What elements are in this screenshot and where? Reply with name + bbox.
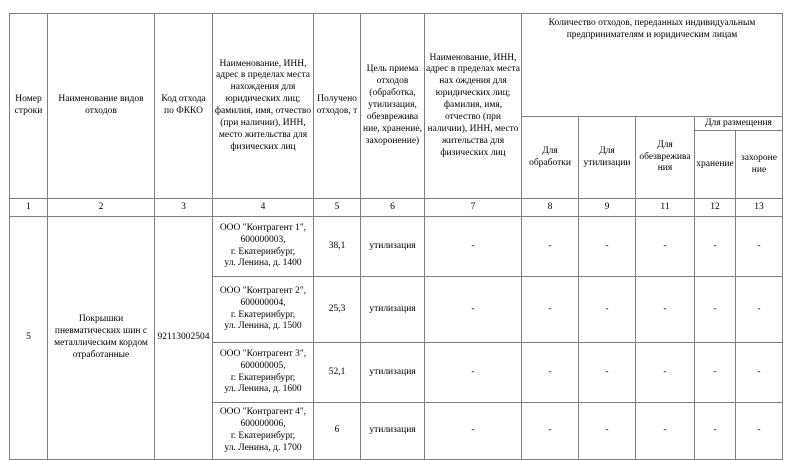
supplier-cell: ООО "Контрагент 4", 600000006, г. Екатеринбург, ул. Ленина, д. 1700 xyxy=(213,403,314,460)
recipient-cell: - xyxy=(425,277,522,343)
column-number: 2 xyxy=(48,199,155,217)
recipient-cell: - xyxy=(425,343,522,403)
storage-cell: - xyxy=(695,403,736,460)
header-received: Получено отходов, т xyxy=(314,14,361,199)
neutralization-cell: - xyxy=(636,343,695,403)
supplier-cell: ООО "Контрагент 1", 600000003, г. Екатеринбург, ул. Ленина, д. 1400 xyxy=(213,217,314,277)
header-for-processing: Для обработки xyxy=(522,117,579,199)
column-number: 5 xyxy=(314,199,361,217)
purpose-cell: утилизация xyxy=(361,277,425,343)
recipient-cell: - xyxy=(425,217,522,277)
utilization-cell: - xyxy=(579,343,636,403)
header-waste-name: Наименование видов отходов xyxy=(48,14,155,199)
burial-cell: - xyxy=(736,217,783,277)
utilization-cell: - xyxy=(579,277,636,343)
burial-cell: - xyxy=(736,277,783,343)
entry-row-number: 5 xyxy=(10,217,48,460)
burial-cell: - xyxy=(736,403,783,460)
column-number: 4 xyxy=(213,199,314,217)
neutralization-cell: - xyxy=(636,403,695,460)
column-number: 11 xyxy=(636,199,695,217)
header-burial: захороне ние xyxy=(736,131,783,199)
column-number: 3 xyxy=(155,199,213,217)
header-purpose: Цель приема отходов (обработка, утилизация, обезврежива ние, хранение, захоронение) xyxy=(361,14,425,199)
storage-cell: - xyxy=(695,217,736,277)
utilization-cell: - xyxy=(579,217,636,277)
processing-cell: - xyxy=(522,403,579,460)
processing-cell: - xyxy=(522,277,579,343)
received-cell: 25,3 xyxy=(314,277,361,343)
burial-cell: - xyxy=(736,343,783,403)
processing-cell: - xyxy=(522,217,579,277)
storage-cell: - xyxy=(695,277,736,343)
header-recipient: Наименование, ИНН, адрес в пределах места нах ождения для юридических лиц; фамилия, имя, отчество (при наличии), ИНН, место жительства для физических лиц xyxy=(425,14,522,199)
storage-cell: - xyxy=(695,343,736,403)
column-number: 8 xyxy=(522,199,579,217)
column-number: 1 xyxy=(10,199,48,217)
purpose-cell: утилизация xyxy=(361,343,425,403)
column-number: 9 xyxy=(579,199,636,217)
received-cell: 38,1 xyxy=(314,217,361,277)
column-number: 13 xyxy=(736,199,783,217)
neutralization-cell: - xyxy=(636,217,695,277)
purpose-cell: утилизация xyxy=(361,403,425,460)
received-cell: 52,1 xyxy=(314,343,361,403)
supplier-cell: ООО "Контрагент 3", 600000005, г. Екатеринбург, ул. Ленина, д. 1600 xyxy=(213,343,314,403)
column-number: 7 xyxy=(425,199,522,217)
header-transferred: Количество отходов, переданных индивидуальным предпринимателям и юридическим лицам xyxy=(522,14,783,117)
supplier-cell: ООО "Контрагент 2", 600000004, г. Екатеринбург, ул. Ленина, д. 1500 xyxy=(213,277,314,343)
purpose-cell: утилизация xyxy=(361,217,425,277)
header-supplier: Наименование, ИНН, адрес в пределах места нахождения для юридических лиц; фамилия, имя, отчество (при наличии), ИНН, место жительства для физических лиц xyxy=(213,14,314,199)
neutralization-cell: - xyxy=(636,277,695,343)
column-number: 6 xyxy=(361,199,425,217)
utilization-cell: - xyxy=(579,403,636,460)
column-number: 12 xyxy=(695,199,736,217)
header-for-utilization: Для утилизации xyxy=(579,117,636,199)
table-row xyxy=(10,217,783,277)
waste-report-table xyxy=(9,13,783,460)
header-row-number: Номер строки xyxy=(10,14,48,199)
header-for-placement: Для размещения xyxy=(695,117,783,131)
header-storage: хранение xyxy=(695,131,736,199)
header-for-neutralization: Для обезврежива ния xyxy=(636,117,695,199)
entry-fkko-code: 92113002504 xyxy=(155,217,213,460)
header-fkko-code: Код отхода по ФККО xyxy=(155,14,213,199)
processing-cell: - xyxy=(522,343,579,403)
entry-waste-name: Покрышки пневматических шин с металлическим кордом отработанные xyxy=(48,217,155,460)
received-cell: 6 xyxy=(314,403,361,460)
recipient-cell: - xyxy=(425,403,522,460)
